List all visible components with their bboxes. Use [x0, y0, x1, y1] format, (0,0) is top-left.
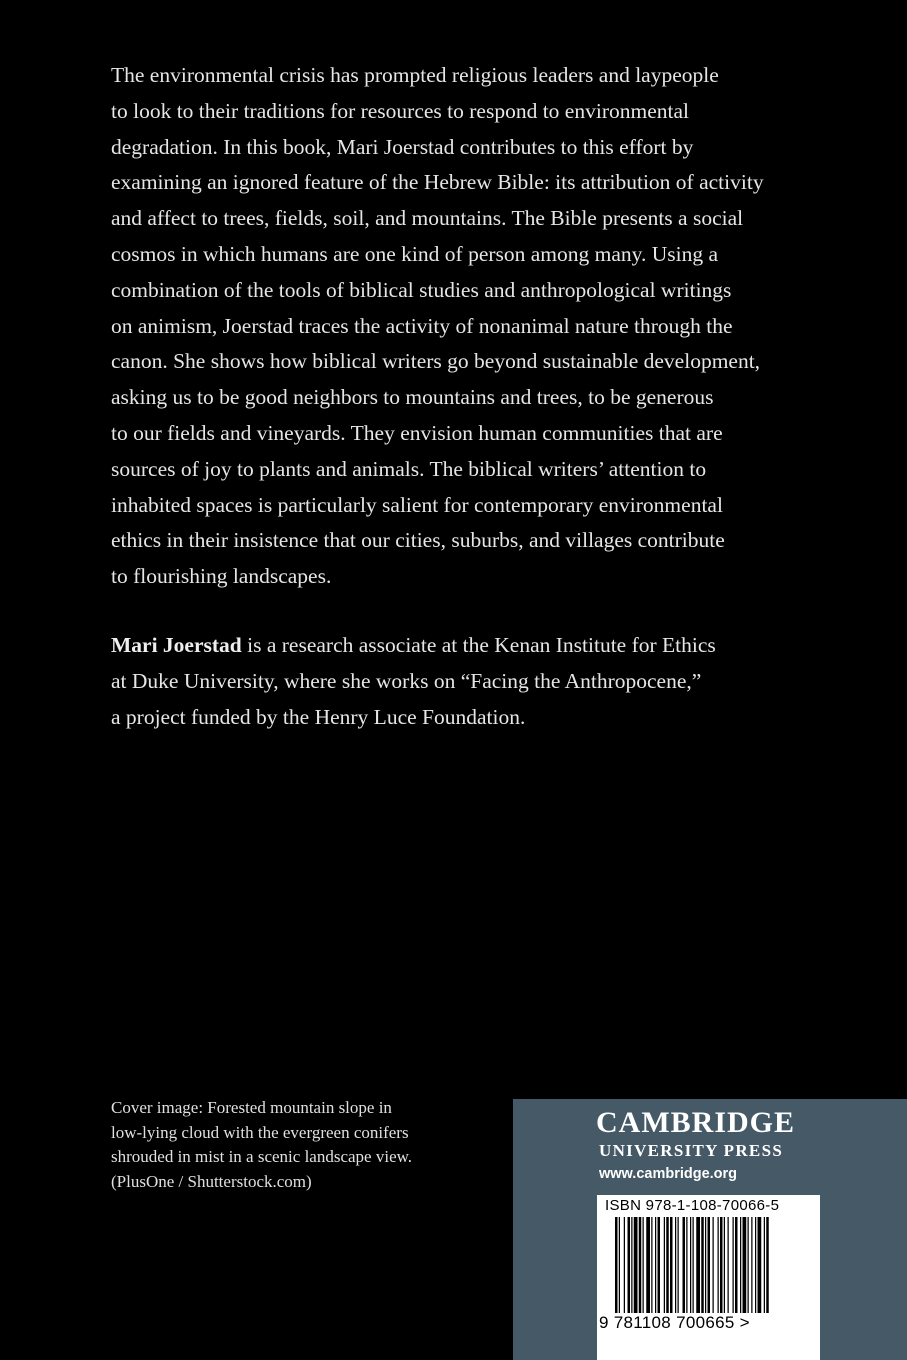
credit-line: Cover image: Forested mountain slope in	[111, 1098, 392, 1117]
cover-image-credit	[111, 1096, 491, 1194]
bio-line-3: a project funded by the Henry Luce Foundation.	[111, 704, 526, 729]
blurb-line: to our fields and vineyards. They envision human communities that are	[111, 420, 723, 445]
blurb-line: sources of joy to plants and animals. The biblical writers’ attention to	[111, 456, 707, 481]
publisher-url: www.cambridge.org	[599, 1166, 738, 1182]
isbn-label: ISBN 978-1-108-70066-5	[605, 1197, 780, 1214]
blurb-line: and affect to trees, fields, soil, and mountains. The Bible presents a social	[111, 206, 744, 231]
blurb-line: canon. She shows how biblical writers go beyond sustainable development,	[111, 349, 761, 374]
bio-line-1: is a research associate at the Kenan Institute for Ethics	[241, 633, 716, 657]
author-name: Mari Joerstad	[111, 633, 242, 657]
blurb-line: ethics in their insistence that our cities, suburbs, and villages contribute	[111, 528, 725, 553]
back-cover-blurb	[111, 58, 811, 595]
blurb-line: cosmos in which humans are one kind of person among many. Using a	[111, 241, 719, 266]
credit-line: shrouded in mist in a scenic landscape view.	[111, 1147, 413, 1166]
blurb-line: examining an ignored feature of the Hebrew Bible: its attribution of activity	[111, 170, 764, 195]
blurb-line: combination of the tools of biblical studies and anthropological writings	[111, 277, 732, 302]
blurb-line: The environmental crisis has prompted religious leaders and laypeople	[111, 63, 719, 87]
barcode-digits: 9 781108 700665 >	[599, 1313, 750, 1332]
blurb-line: degradation. In this book, Mari Joerstad contributes to this effort by	[111, 134, 694, 159]
author-bio	[111, 628, 811, 735]
publisher-subtitle: UNIVERSITY PRESS	[599, 1141, 784, 1160]
credit-line: low-lying cloud with the evergreen conifers	[111, 1122, 409, 1142]
blurb-line: to look to their traditions for resources to respond to environmental	[111, 98, 689, 123]
barcode-box	[597, 1195, 820, 1360]
blurb-line: asking us to be good neighbors to mountains and trees, to be generous	[111, 385, 714, 410]
blurb-line: inhabited spaces is particularly salient for contemporary environmental	[111, 492, 723, 517]
barcode-icon	[597, 1217, 820, 1317]
blurb-line: to flourishing landscapes.	[111, 564, 332, 589]
publisher-logo-name: CAMBRIDGE	[596, 1106, 796, 1139]
blurb-line: on animism, Joerstad traces the activity of nonanimal nature through the	[111, 313, 733, 338]
publisher-panel	[513, 1099, 907, 1360]
credit-line: (PlusOne / Shutterstock.com)	[111, 1171, 312, 1191]
bio-line-2: at Duke University, where she works on “Facing the Anthropocene,”	[111, 668, 702, 693]
